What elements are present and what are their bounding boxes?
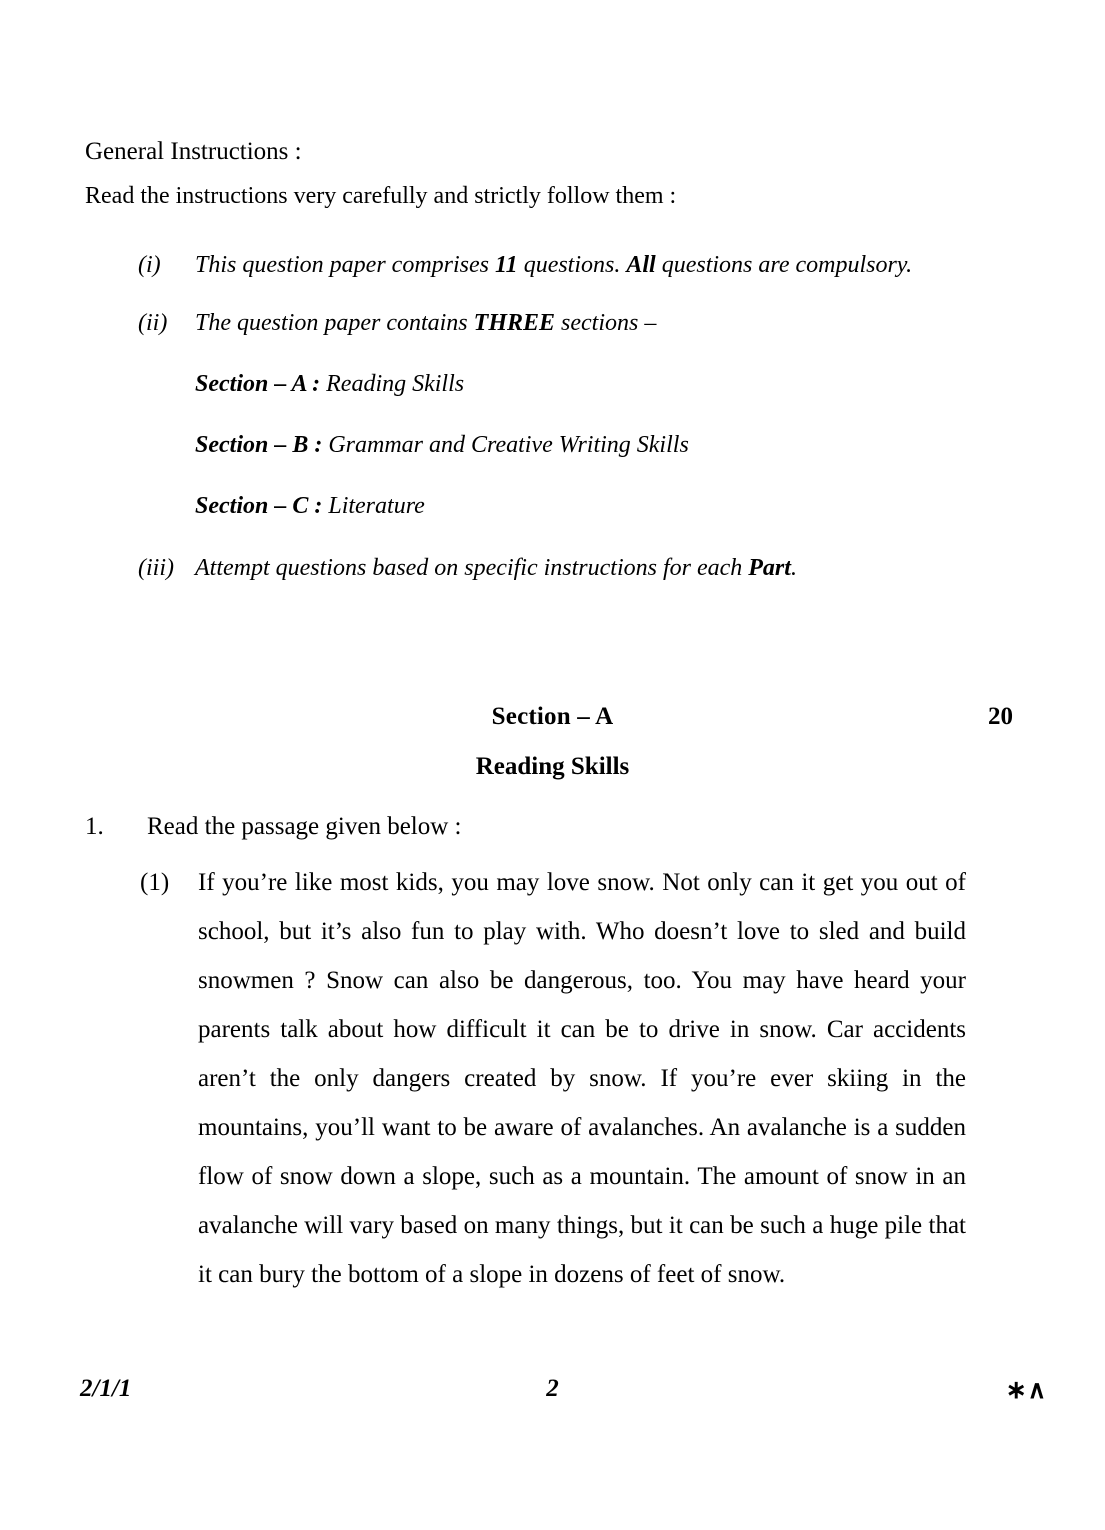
- page-footer: [0, 1375, 1105, 1415]
- question-1-row: [85, 810, 985, 844]
- section-a-marks: 20: [988, 703, 1013, 730]
- passage-text: If you’re like most kids, you may love snow. Not only can it get you out of school, but it’s also fun to play with. Who doesn’t love to sled and build snowmen ? Snow can also be dangerous, too. You may have heard your parents talk about how difficult it can be to drive in snow. Car accidents aren’t the only dangers created by snow. If you’re ever skiing in the mountains, you’ll want to be aware of avalanches. An avalanche is a sudden flow of snow down a slope, such as a mountain. The amount of snow in an avalanche will vary based on many things, but it can be such a huge pile that it can bury the bottom of a slope in dozens of feet of snow.: [198, 869, 966, 1288]
- section-b-value: Grammar and Creative Writing Skills: [322, 432, 689, 458]
- instruction-text-i: [195, 243, 1000, 287]
- instruction-i-text-mid: questions.: [517, 252, 627, 278]
- question-1-prompt: Read the passage given below :: [147, 813, 462, 840]
- instruction-iii-text-after: .: [790, 555, 797, 581]
- footer-mark-icon: ∗∧: [1005, 1376, 1047, 1404]
- section-a-subtitle: Reading Skills: [475, 753, 630, 780]
- instruction-text-ii: [195, 301, 1000, 528]
- general-instructions-subheading: Read the instructions very carefully and strictly follow them :: [85, 183, 677, 209]
- instruction-marker-i: (i): [138, 252, 161, 278]
- section-b-key: Section – B :: [195, 432, 323, 458]
- instruction-ii-text-after: sections –: [555, 310, 657, 336]
- passage-marker: (1): [140, 869, 170, 896]
- question-1-passage: [140, 858, 966, 1299]
- instruction-ii-text-before: The question paper contains: [195, 310, 474, 336]
- instruction-item-i: [138, 243, 1000, 287]
- section-line-c: [195, 484, 1000, 528]
- section-a-value: Reading Skills: [320, 371, 465, 397]
- instruction-iii-bold-part: Part: [748, 555, 791, 581]
- section-line-b: [195, 423, 1000, 467]
- instruction-i-text-after: questions are compulsory.: [655, 252, 913, 278]
- instruction-item-iii: [138, 546, 1000, 590]
- instruction-iii-text-before: Attempt questions based on specific instructions for each: [195, 555, 749, 581]
- instruction-marker-iii: (iii): [138, 555, 174, 581]
- general-instructions-heading: General Instructions :: [85, 138, 302, 165]
- instruction-marker-ii: (ii): [138, 310, 168, 336]
- instruction-i-bold-count: 11: [495, 252, 518, 278]
- section-line-a: [195, 362, 1000, 406]
- section-c-key: Section – C :: [195, 493, 323, 519]
- instruction-ii-bold-three: THREE: [473, 310, 556, 336]
- section-a-title: Section – A: [491, 703, 614, 730]
- footer-paper-code: 2/1/1: [80, 1375, 132, 1402]
- instruction-i-text-before: This question paper comprises: [195, 252, 495, 278]
- section-a-key: Section – A :: [195, 371, 321, 397]
- section-c-value: Literature: [322, 493, 425, 519]
- instruction-item-ii: [138, 301, 1000, 528]
- instructions-list: [138, 243, 1000, 604]
- instruction-i-bold-all: All: [626, 252, 656, 278]
- instruction-text-iii: [195, 546, 1000, 590]
- instruction-ii-line: [195, 310, 656, 336]
- question-1-number: 1.: [85, 813, 104, 840]
- footer-page-number: 2: [546, 1375, 559, 1402]
